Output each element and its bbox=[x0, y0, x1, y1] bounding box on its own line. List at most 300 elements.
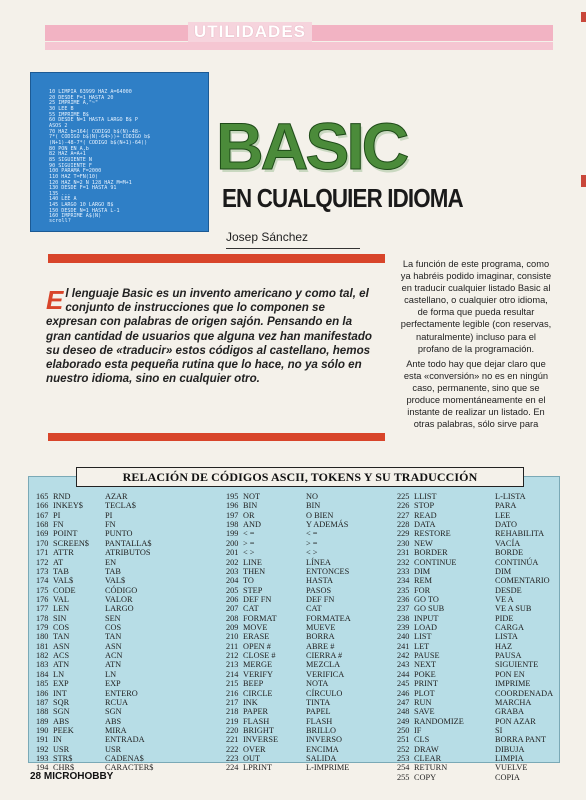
translation: COORDENADA bbox=[495, 688, 554, 698]
translation: LISTA bbox=[495, 632, 518, 642]
table-row bbox=[226, 501, 351, 510]
translation: CADENA$ bbox=[105, 754, 144, 764]
table-row bbox=[36, 698, 153, 707]
basic-token: INPUT bbox=[414, 613, 439, 623]
ascii-code: 175 bbox=[36, 585, 49, 595]
translation: DIM bbox=[495, 566, 512, 576]
basic-token: REM bbox=[414, 576, 432, 586]
ascii-code: 231 bbox=[397, 548, 410, 558]
table-row bbox=[397, 614, 553, 623]
ascii-code: 249 bbox=[397, 716, 410, 726]
translation: VE A bbox=[495, 594, 514, 604]
lead-bar-top bbox=[48, 254, 385, 263]
ascii-code: 254 bbox=[397, 763, 410, 773]
ascii-code: 165 bbox=[36, 492, 49, 501]
ascii-code: 192 bbox=[36, 744, 49, 754]
basic-token: LN bbox=[53, 669, 65, 679]
table-row bbox=[226, 679, 351, 688]
translation: LARGO bbox=[105, 604, 134, 614]
translation: BRILLO bbox=[306, 725, 336, 735]
table-row bbox=[397, 735, 553, 744]
translation: EN bbox=[105, 557, 117, 567]
ascii-code: 241 bbox=[397, 641, 410, 651]
table-row bbox=[397, 707, 553, 716]
translation: ENCIMA bbox=[306, 744, 339, 754]
basic-token: GO TO bbox=[414, 594, 439, 604]
ascii-code: 251 bbox=[397, 735, 410, 745]
table-row bbox=[36, 576, 153, 585]
table-row bbox=[397, 558, 553, 567]
translation: PON EN bbox=[495, 669, 525, 679]
basic-token: PI bbox=[53, 510, 61, 520]
basic-token: ACS bbox=[53, 651, 70, 661]
table-row bbox=[397, 651, 553, 660]
basic-token: BIN bbox=[243, 501, 258, 511]
basic-token: SGN bbox=[53, 707, 70, 717]
table-row bbox=[36, 548, 153, 557]
basic-token: INKEY$ bbox=[53, 501, 83, 511]
table-row bbox=[226, 586, 351, 595]
ascii-code: 217 bbox=[226, 697, 239, 707]
translation: MARCHA bbox=[495, 697, 532, 707]
ascii-code: 172 bbox=[36, 557, 49, 567]
table-row bbox=[397, 623, 553, 632]
ascii-code: 213 bbox=[226, 660, 239, 670]
basic-token: RANDOMIZE bbox=[414, 716, 464, 726]
ascii-code: 188 bbox=[36, 707, 49, 717]
basic-token: DATA bbox=[414, 520, 436, 530]
translation: NO bbox=[306, 492, 318, 501]
table-row bbox=[36, 539, 153, 548]
basic-token: NEW bbox=[414, 538, 433, 548]
table-column-3 bbox=[397, 492, 553, 782]
translation: VACÍA bbox=[495, 538, 521, 548]
basic-token: CHR$ bbox=[53, 763, 75, 773]
basic-token: MOVE bbox=[243, 623, 268, 633]
ascii-code: 214 bbox=[226, 669, 239, 679]
translation: LN bbox=[105, 669, 117, 679]
ascii-code: 201 bbox=[226, 548, 239, 558]
translation: SIGUIENTE bbox=[495, 660, 539, 670]
basic-token: ATTR bbox=[53, 548, 74, 558]
table-row bbox=[36, 660, 153, 669]
basic-token: USR bbox=[53, 744, 70, 754]
table-row bbox=[397, 642, 553, 651]
table-row bbox=[226, 660, 351, 669]
basic-token: > = bbox=[243, 538, 255, 548]
basic-token: STEP bbox=[243, 585, 263, 595]
ascii-code: 236 bbox=[397, 594, 410, 604]
ascii-code: 216 bbox=[226, 688, 239, 698]
translation: VAL$ bbox=[105, 576, 126, 586]
ascii-code: 228 bbox=[397, 520, 410, 530]
table-row bbox=[226, 520, 351, 529]
table-row bbox=[226, 745, 351, 754]
translation: COMENTARIO bbox=[495, 576, 550, 586]
page-footer: 28 MICROHOBBY bbox=[30, 771, 114, 782]
ascii-code: 183 bbox=[36, 660, 49, 670]
edge-mark bbox=[581, 175, 586, 187]
basic-token: ATN bbox=[53, 660, 70, 670]
table-row bbox=[226, 726, 351, 735]
translation: USR bbox=[105, 744, 122, 754]
table-row bbox=[397, 595, 553, 604]
translation: VUELVE bbox=[495, 763, 528, 773]
basic-token: INT bbox=[53, 688, 67, 698]
basic-token: VERIFY bbox=[243, 669, 273, 679]
ascii-code: 233 bbox=[397, 566, 410, 576]
translation: LÍNEA bbox=[306, 557, 331, 567]
translation: LEE bbox=[495, 510, 511, 520]
translation: LIMPIA bbox=[495, 754, 524, 764]
translation: ABRE # bbox=[306, 641, 335, 651]
ascii-code: 242 bbox=[397, 651, 410, 661]
ascii-code: 245 bbox=[397, 679, 410, 689]
article-title: BASIC bbox=[216, 109, 407, 183]
translation: PI bbox=[105, 510, 113, 520]
ascii-code: 240 bbox=[397, 632, 410, 642]
basic-token: RUN bbox=[414, 697, 432, 707]
basic-token: ABS bbox=[53, 716, 70, 726]
basic-token: LIST bbox=[414, 632, 432, 642]
table-column-1 bbox=[36, 492, 153, 773]
translation: IMPRIME bbox=[495, 679, 531, 689]
basic-token: CONTINUE bbox=[414, 557, 457, 567]
ascii-code: 207 bbox=[226, 604, 239, 614]
basic-token: AND bbox=[243, 520, 261, 530]
basic-token: FLASH bbox=[243, 716, 270, 726]
basic-token: POINT bbox=[53, 529, 78, 539]
basic-token: SCREEN$ bbox=[53, 538, 89, 548]
ascii-code: 199 bbox=[226, 529, 239, 539]
ascii-code: 225 bbox=[397, 492, 410, 501]
table-row bbox=[36, 501, 153, 510]
ascii-code: 244 bbox=[397, 669, 410, 679]
table-row bbox=[36, 726, 153, 735]
basic-token: FORMAT bbox=[243, 613, 277, 623]
translation: SGN bbox=[105, 707, 122, 717]
translation: CONTINÚA bbox=[495, 557, 539, 567]
ascii-code: 206 bbox=[226, 594, 239, 604]
table-row bbox=[226, 576, 351, 585]
basic-token: NOT bbox=[243, 492, 261, 501]
basic-token: LINE bbox=[243, 557, 262, 567]
ascii-code: 166 bbox=[36, 501, 49, 511]
table-row bbox=[226, 492, 351, 501]
ascii-code: 195 bbox=[226, 492, 239, 501]
ascii-code: 220 bbox=[226, 725, 239, 735]
basic-token: RESTORE bbox=[414, 529, 451, 539]
table-row bbox=[36, 689, 153, 698]
ascii-code: 169 bbox=[36, 529, 49, 539]
table-row bbox=[226, 604, 351, 613]
basic-token: LOAD bbox=[414, 623, 438, 633]
table-row bbox=[397, 689, 553, 698]
translation: FLASH bbox=[306, 716, 333, 726]
translation: COPIA bbox=[495, 772, 520, 782]
ascii-code: 237 bbox=[397, 604, 410, 614]
ascii-code: 187 bbox=[36, 697, 49, 707]
table-row bbox=[226, 707, 351, 716]
ascii-code: 198 bbox=[226, 520, 239, 530]
lead-bar-bottom bbox=[48, 433, 385, 441]
table-row bbox=[226, 651, 351, 660]
translation: DEF FN bbox=[306, 594, 335, 604]
ascii-code: 184 bbox=[36, 669, 49, 679]
basic-token: IN bbox=[53, 735, 62, 745]
basic-token: ERASE bbox=[243, 632, 270, 642]
ascii-code: 210 bbox=[226, 632, 239, 642]
lead-paragraph bbox=[46, 287, 376, 386]
ascii-code: 193 bbox=[36, 754, 49, 764]
basic-token: CLEAR bbox=[414, 754, 442, 764]
basic-token: VAL$ bbox=[53, 576, 74, 586]
basic-token: THEN bbox=[243, 566, 266, 576]
basic-token: OPEN # bbox=[243, 641, 271, 651]
translation: BORDE bbox=[495, 548, 524, 558]
translation: SI bbox=[495, 725, 503, 735]
translation: BORRA bbox=[306, 632, 335, 642]
ascii-code: 204 bbox=[226, 576, 239, 586]
translation: INVERSO bbox=[306, 735, 342, 745]
ascii-code: 181 bbox=[36, 641, 49, 651]
table-row bbox=[36, 717, 153, 726]
basic-token: CAT bbox=[243, 604, 259, 614]
ascii-code: 209 bbox=[226, 623, 239, 633]
ascii-code: 250 bbox=[397, 725, 410, 735]
basic-token: BORDER bbox=[414, 548, 448, 558]
ascii-code: 167 bbox=[36, 510, 49, 520]
translation: GRABA bbox=[495, 707, 525, 717]
translation: VALOR bbox=[105, 594, 133, 604]
basic-token: FOR bbox=[414, 585, 431, 595]
translation: HAZ bbox=[495, 641, 513, 651]
translation: PARA bbox=[495, 501, 517, 511]
basic-token: LEN bbox=[53, 604, 70, 614]
translation: SEN bbox=[105, 613, 121, 623]
translation: Y ADEMÁS bbox=[306, 520, 349, 530]
ascii-code: 194 bbox=[36, 763, 49, 773]
table-row bbox=[397, 763, 553, 772]
author: Josep Sánchez bbox=[226, 230, 309, 244]
translation: VE A SUB bbox=[495, 604, 532, 614]
translation: > = bbox=[306, 538, 318, 548]
table-row bbox=[36, 586, 153, 595]
ascii-code: 173 bbox=[36, 566, 49, 576]
ascii-code: 170 bbox=[36, 538, 49, 548]
basic-token: VAL bbox=[53, 594, 69, 604]
ascii-code: 197 bbox=[226, 510, 239, 520]
basic-token: SAVE bbox=[414, 707, 435, 717]
translation: FORMATEA bbox=[306, 613, 351, 623]
translation: EXP bbox=[105, 679, 121, 689]
table-row bbox=[36, 623, 153, 632]
table-row bbox=[36, 567, 153, 576]
basic-token: POKE bbox=[414, 669, 436, 679]
translation: DIBUJA bbox=[495, 744, 525, 754]
table-row bbox=[226, 529, 351, 538]
ascii-code: 235 bbox=[397, 585, 410, 595]
translation: MIRA bbox=[105, 725, 127, 735]
basic-token: LPRINT bbox=[243, 763, 273, 773]
basic-token: STR$ bbox=[53, 754, 73, 764]
translation: CÓDIGO bbox=[105, 585, 138, 595]
basic-token: INVERSE bbox=[243, 735, 279, 745]
basic-token: OR bbox=[243, 510, 255, 520]
ascii-code: 215 bbox=[226, 679, 239, 689]
table-row bbox=[36, 735, 153, 744]
table-row bbox=[397, 539, 553, 548]
table-row bbox=[36, 670, 153, 679]
translation: SALIDA bbox=[306, 754, 337, 764]
ascii-code: 227 bbox=[397, 510, 410, 520]
translation: HASTA bbox=[306, 576, 333, 586]
basic-token: TAB bbox=[53, 566, 69, 576]
translation: ENTRADA bbox=[105, 735, 145, 745]
ascii-code: 168 bbox=[36, 520, 49, 530]
ascii-code: 234 bbox=[397, 576, 410, 586]
basic-token: GO SUB bbox=[414, 604, 445, 614]
table-row bbox=[226, 614, 351, 623]
drop-cap: E bbox=[46, 285, 64, 315]
basic-token: DRAW bbox=[414, 744, 439, 754]
translation: FN bbox=[105, 520, 116, 530]
table-row bbox=[226, 763, 351, 772]
ascii-code: 239 bbox=[397, 623, 410, 633]
table-row bbox=[226, 623, 351, 632]
table-row bbox=[36, 632, 153, 641]
translation: NOTA bbox=[306, 679, 329, 689]
table-row bbox=[226, 595, 351, 604]
translation: TAN bbox=[105, 632, 122, 642]
table-row bbox=[226, 735, 351, 744]
ascii-code: 202 bbox=[226, 557, 239, 567]
ascii-code: 232 bbox=[397, 557, 410, 567]
translation: < = bbox=[306, 529, 318, 539]
basic-token: ASN bbox=[53, 641, 70, 651]
ascii-code: 212 bbox=[226, 651, 239, 661]
ascii-code: 179 bbox=[36, 623, 49, 633]
basic-token: SQR bbox=[53, 697, 70, 707]
translation: ASN bbox=[105, 641, 122, 651]
basic-token: PLOT bbox=[414, 688, 435, 698]
table-row bbox=[226, 717, 351, 726]
table-row bbox=[36, 745, 153, 754]
translation: PANTALLA$ bbox=[105, 538, 152, 548]
table-row bbox=[36, 754, 153, 763]
basic-token: FN bbox=[53, 520, 64, 530]
table-row bbox=[226, 754, 351, 763]
basic-token: MERGE bbox=[243, 660, 273, 670]
table-row bbox=[397, 529, 553, 538]
basic-token: PRINT bbox=[414, 679, 438, 689]
ascii-code: 226 bbox=[397, 501, 410, 511]
ascii-code: 205 bbox=[226, 585, 239, 595]
translation: TINTA bbox=[306, 697, 331, 707]
basic-token: RND bbox=[53, 492, 71, 501]
ascii-code: 218 bbox=[226, 707, 239, 717]
translation: CÍRCULO bbox=[306, 688, 343, 698]
ascii-code: 176 bbox=[36, 594, 49, 604]
table-row bbox=[397, 548, 553, 557]
ascii-code: 208 bbox=[226, 613, 239, 623]
table-row bbox=[397, 586, 553, 595]
author-divider bbox=[226, 248, 360, 249]
basic-token: LLIST bbox=[414, 492, 437, 501]
translation: CARACTER$ bbox=[105, 763, 154, 773]
table-row bbox=[36, 707, 153, 716]
table-row bbox=[226, 689, 351, 698]
table-row bbox=[397, 604, 553, 613]
translation: < > bbox=[306, 548, 318, 558]
table-row bbox=[397, 576, 553, 585]
basic-token: OVER bbox=[243, 744, 266, 754]
basic-token: EXP bbox=[53, 679, 69, 689]
table-row bbox=[226, 511, 351, 520]
table-row bbox=[397, 511, 553, 520]
translation: AZAR bbox=[105, 492, 128, 501]
ascii-code: 221 bbox=[226, 735, 239, 745]
translation: CARGA bbox=[495, 623, 525, 633]
basic-token: OUT bbox=[243, 754, 261, 764]
ascii-code: 200 bbox=[226, 538, 239, 548]
table-row bbox=[397, 773, 553, 782]
translation: TECLA$ bbox=[105, 501, 136, 511]
basic-token: SIN bbox=[53, 613, 67, 623]
basic-token: CIRCLE bbox=[243, 688, 273, 698]
table-row bbox=[226, 670, 351, 679]
translation: L-LISTA bbox=[495, 492, 526, 501]
translation: PAUSA bbox=[495, 651, 522, 661]
ascii-code: 185 bbox=[36, 679, 49, 689]
translation: RCUA bbox=[105, 697, 129, 707]
table-row bbox=[397, 717, 553, 726]
translation: CAT bbox=[306, 604, 322, 614]
translation: MEZCLA bbox=[306, 660, 341, 670]
table-row bbox=[36, 492, 153, 501]
translation: PASOS bbox=[306, 585, 332, 595]
basic-token: BRIGHT bbox=[243, 725, 274, 735]
ascii-code: 223 bbox=[226, 754, 239, 764]
translation: ACN bbox=[105, 651, 123, 661]
ascii-code: 248 bbox=[397, 707, 410, 717]
translation: ENTONCES bbox=[306, 566, 350, 576]
ascii-code: 191 bbox=[36, 735, 49, 745]
ascii-code: 190 bbox=[36, 725, 49, 735]
table-row bbox=[397, 698, 553, 707]
basic-token: STOP bbox=[414, 501, 435, 511]
translation: PAPEL bbox=[306, 707, 331, 717]
table-row bbox=[397, 679, 553, 688]
ascii-code: 255 bbox=[397, 772, 410, 782]
translation: TAB bbox=[105, 566, 121, 576]
table-row bbox=[36, 679, 153, 688]
translation: DESDE bbox=[495, 585, 522, 595]
basic-token: COPY bbox=[414, 772, 437, 782]
basic-token: < = bbox=[243, 529, 255, 539]
translation: CIERRA # bbox=[306, 651, 343, 661]
table-row bbox=[226, 548, 351, 557]
basic-token: < > bbox=[243, 548, 255, 558]
translation: REHABILITA bbox=[495, 529, 545, 539]
ascii-code: 253 bbox=[397, 754, 410, 764]
basic-token: PEEK bbox=[53, 725, 74, 735]
table-row bbox=[397, 745, 553, 754]
ascii-code: 246 bbox=[397, 688, 410, 698]
ascii-code: 243 bbox=[397, 660, 410, 670]
body-paragraph: Ante todo hay que dejar claro que esta «conversión» no es en ningún caso, permanente, sino que se produce momentáneamente en el instante de realizar un listado. En otras palabras, sólo sirve para bbox=[403, 358, 549, 430]
ascii-code: 177 bbox=[36, 604, 49, 614]
